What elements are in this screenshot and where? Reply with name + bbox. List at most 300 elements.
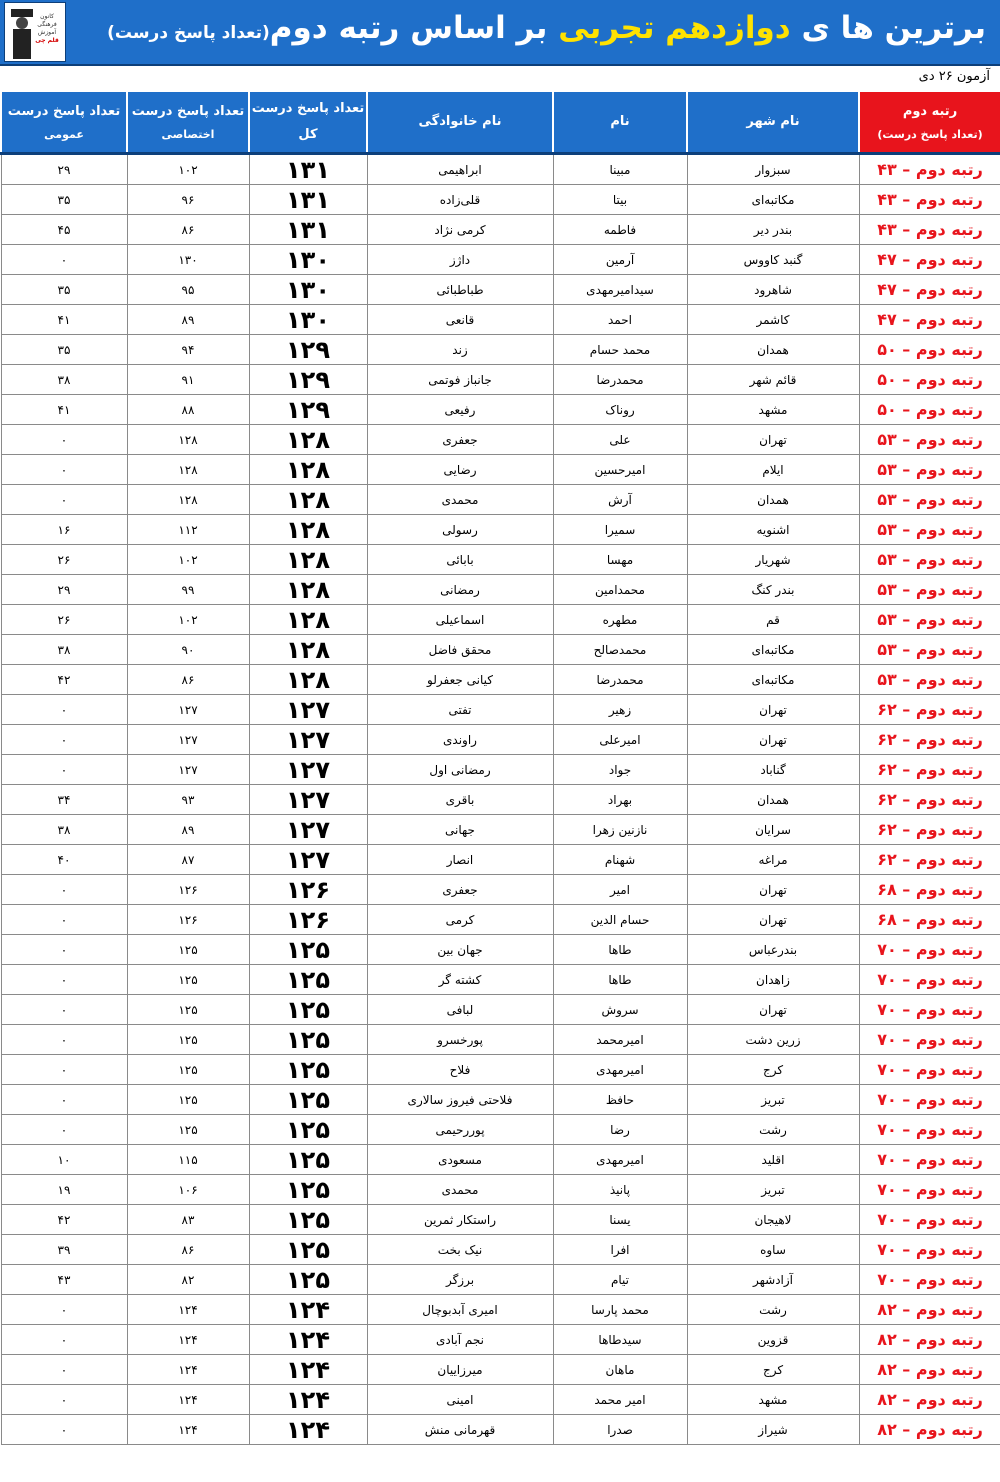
special-cell: ۱۲۵ xyxy=(127,1025,249,1055)
name-cell: امیرمهدی xyxy=(553,1145,687,1175)
family-cell: اسماعیلی xyxy=(367,605,553,635)
rank-cell: رتبه دوم – ۵۳ xyxy=(859,485,1000,515)
table-row xyxy=(1,785,1000,815)
special-cell: ۱۲۴ xyxy=(127,1415,249,1445)
general-cell: ۴۱ xyxy=(1,395,127,425)
special-cell: ۱۱۲ xyxy=(127,515,249,545)
city-cell: رشت xyxy=(687,1115,859,1145)
rank-cell: رتبه دوم – ۵۳ xyxy=(859,665,1000,695)
city-cell: مکاتبه‌ای xyxy=(687,185,859,215)
name-cell: صدرا xyxy=(553,1415,687,1445)
name-cell: طاها xyxy=(553,935,687,965)
name-cell: امیرمحمد xyxy=(553,1025,687,1055)
general-cell: ۰ xyxy=(1,1385,127,1415)
general-cell: ۰ xyxy=(1,455,127,485)
name-cell: امیر محمد xyxy=(553,1385,687,1415)
general-cell: ۴۵ xyxy=(1,215,127,245)
total-cell: ۱۲۸ xyxy=(249,545,367,575)
rank-cell: رتبه دوم – ۶۲ xyxy=(859,725,1000,755)
table-row xyxy=(1,935,1000,965)
general-cell: ۲۹ xyxy=(1,154,127,185)
family-cell: رمضانی xyxy=(367,575,553,605)
table-row xyxy=(1,515,1000,545)
title-banner xyxy=(0,0,1000,66)
name-cell: پانیذ xyxy=(553,1175,687,1205)
table-row xyxy=(1,305,1000,335)
special-cell: ۸۷ xyxy=(127,845,249,875)
total-cell: ۱۲۵ xyxy=(249,1115,367,1145)
total-cell: ۱۲۸ xyxy=(249,485,367,515)
city-cell: همدان xyxy=(687,485,859,515)
name-cell: سمیرا xyxy=(553,515,687,545)
name-cell: ماهان xyxy=(553,1355,687,1385)
table-row xyxy=(1,215,1000,245)
family-cell: جعفری xyxy=(367,425,553,455)
total-cell: ۱۲۸ xyxy=(249,515,367,545)
family-cell: جهانی xyxy=(367,815,553,845)
city-cell: همدان xyxy=(687,785,859,815)
special-cell: ۱۲۴ xyxy=(127,1325,249,1355)
rank-cell: رتبه دوم – ۷۰ xyxy=(859,995,1000,1025)
general-cell: ۳۸ xyxy=(1,815,127,845)
city-cell: سبزوار xyxy=(687,154,859,185)
city-cell: رشت xyxy=(687,1295,859,1325)
general-cell: ۰ xyxy=(1,905,127,935)
table-row xyxy=(1,845,1000,875)
special-cell: ۱۲۵ xyxy=(127,965,249,995)
general-cell: ۰ xyxy=(1,1115,127,1145)
table-row xyxy=(1,395,1000,425)
family-cell: قانعی xyxy=(367,305,553,335)
logo-text: کانون فرهنگی آموزش قلم چی xyxy=(35,13,59,44)
special-cell: ۱۲۷ xyxy=(127,695,249,725)
table-row xyxy=(1,455,1000,485)
name-cell: روناک xyxy=(553,395,687,425)
rank-cell: رتبه دوم – ۵۳ xyxy=(859,425,1000,455)
family-cell: میرزاییان xyxy=(367,1355,553,1385)
city-cell: کرج xyxy=(687,1055,859,1085)
general-cell: ۳۸ xyxy=(1,365,127,395)
name-cell: شهنام xyxy=(553,845,687,875)
special-cell: ۹۵ xyxy=(127,275,249,305)
name-cell: احمد xyxy=(553,305,687,335)
city-cell: گناباد xyxy=(687,755,859,785)
total-cell: ۱۲۸ xyxy=(249,605,367,635)
rank-cell: رتبه دوم – ۷۰ xyxy=(859,1025,1000,1055)
special-cell: ۱۲۸ xyxy=(127,485,249,515)
family-cell: جانباز فوتمی xyxy=(367,365,553,395)
city-cell: قم xyxy=(687,605,859,635)
table-row xyxy=(1,425,1000,455)
special-cell: ۱۰۲ xyxy=(127,545,249,575)
rank-cell: رتبه دوم – ۶۲ xyxy=(859,785,1000,815)
total-cell: ۱۲۵ xyxy=(249,995,367,1025)
special-cell: ۱۲۷ xyxy=(127,755,249,785)
table-row xyxy=(1,695,1000,725)
name-cell: نازنین زهرا xyxy=(553,815,687,845)
name-cell: محمد حسام xyxy=(553,335,687,365)
family-cell: پوررحیمی xyxy=(367,1115,553,1145)
general-cell: ۳۵ xyxy=(1,275,127,305)
total-cell: ۱۲۴ xyxy=(249,1355,367,1385)
special-cell: ۹۱ xyxy=(127,365,249,395)
table-row xyxy=(1,185,1000,215)
rank-cell: رتبه دوم – ۷۰ xyxy=(859,965,1000,995)
rank-cell: رتبه دوم – ۷۰ xyxy=(859,1115,1000,1145)
total-cell: ۱۲۵ xyxy=(249,1145,367,1175)
family-cell: رضایی xyxy=(367,455,553,485)
family-cell: رفیعی xyxy=(367,395,553,425)
name-cell: محمدرضا xyxy=(553,365,687,395)
total-cell: ۱۲۸ xyxy=(249,635,367,665)
general-cell: ۰ xyxy=(1,935,127,965)
total-cell: ۱۲۹ xyxy=(249,365,367,395)
total-cell: ۱۲۷ xyxy=(249,815,367,845)
family-cell: کرمی xyxy=(367,905,553,935)
name-cell: مطهره xyxy=(553,605,687,635)
table-row xyxy=(1,1205,1000,1235)
special-cell: ۹۴ xyxy=(127,335,249,365)
name-cell: سیدامیرمهدی xyxy=(553,275,687,305)
total-cell: ۱۲۴ xyxy=(249,1385,367,1415)
table-row xyxy=(1,485,1000,515)
city-cell: بندرعباس xyxy=(687,935,859,965)
special-cell: ۸۹ xyxy=(127,305,249,335)
special-cell: ۸۳ xyxy=(127,1205,249,1235)
city-cell: مراغه xyxy=(687,845,859,875)
city-cell: قائم شهر xyxy=(687,365,859,395)
general-cell: ۰ xyxy=(1,875,127,905)
rank-cell: رتبه دوم – ۵۳ xyxy=(859,455,1000,485)
city-cell: اشنویه xyxy=(687,515,859,545)
city-cell: شهریار xyxy=(687,545,859,575)
total-cell: ۱۲۷ xyxy=(249,845,367,875)
total-cell: ۱۲۸ xyxy=(249,665,367,695)
title-part1: برترین ها ی xyxy=(801,10,986,46)
city-cell: مکاتبه‌ای xyxy=(687,635,859,665)
total-cell: ۱۲۵ xyxy=(249,965,367,995)
column-header-name: نام xyxy=(553,91,687,154)
rank-cell: رتبه دوم – ۸۲ xyxy=(859,1325,1000,1355)
results-table xyxy=(0,90,1000,1445)
special-cell: ۱۲۵ xyxy=(127,935,249,965)
special-cell: ۱۲۸ xyxy=(127,455,249,485)
table-row xyxy=(1,965,1000,995)
special-cell: ۸۶ xyxy=(127,665,249,695)
family-cell: انصار xyxy=(367,845,553,875)
column-header-special: تعداد پاسخ درست اختصاصی xyxy=(127,91,249,154)
family-cell: داژز xyxy=(367,245,553,275)
city-cell: ایلام xyxy=(687,455,859,485)
total-cell: ۱۲۵ xyxy=(249,1205,367,1235)
city-cell: تبریز xyxy=(687,1085,859,1115)
table-row xyxy=(1,1235,1000,1265)
name-cell: محمد پارسا xyxy=(553,1295,687,1325)
general-cell: ۳۹ xyxy=(1,1235,127,1265)
rank-cell: رتبه دوم – ۴۳ xyxy=(859,185,1000,215)
general-cell: ۳۵ xyxy=(1,185,127,215)
family-cell: مسعودی xyxy=(367,1145,553,1175)
rank-cell: رتبه دوم – ۴۷ xyxy=(859,305,1000,335)
family-cell: بابائی xyxy=(367,545,553,575)
general-cell: ۰ xyxy=(1,1085,127,1115)
family-cell: کیانی جعفرلو xyxy=(367,665,553,695)
city-cell: کاشمر xyxy=(687,305,859,335)
total-cell: ۱۳۱ xyxy=(249,215,367,245)
general-cell: ۲۶ xyxy=(1,545,127,575)
rank-cell: رتبه دوم – ۷۰ xyxy=(859,1085,1000,1115)
name-cell: آرمین xyxy=(553,245,687,275)
total-cell: ۱۲۵ xyxy=(249,935,367,965)
rank-cell: رتبه دوم – ۷۰ xyxy=(859,1205,1000,1235)
city-cell: اقلید xyxy=(687,1145,859,1175)
city-cell: سرایان xyxy=(687,815,859,845)
general-cell: ۰ xyxy=(1,485,127,515)
family-cell: جهان بین xyxy=(367,935,553,965)
table-row xyxy=(1,635,1000,665)
name-cell: سروش xyxy=(553,995,687,1025)
table-row xyxy=(1,905,1000,935)
exam-label: آزمون ۲۶ دی xyxy=(918,69,990,84)
family-cell: محقق فاضل xyxy=(367,635,553,665)
general-cell: ۴۱ xyxy=(1,305,127,335)
name-cell: علی xyxy=(553,425,687,455)
graduate-icon xyxy=(9,7,29,57)
city-cell: تهران xyxy=(687,875,859,905)
general-cell: ۰ xyxy=(1,965,127,995)
total-cell: ۱۲۵ xyxy=(249,1025,367,1055)
total-cell: ۱۲۵ xyxy=(249,1265,367,1295)
table-row xyxy=(1,1115,1000,1145)
name-cell: حسام الدین xyxy=(553,905,687,935)
family-cell: قهرمانی منش xyxy=(367,1415,553,1445)
special-cell: ۱۲۴ xyxy=(127,1385,249,1415)
general-cell: ۰ xyxy=(1,755,127,785)
column-header-rank: رتبه دوم (تعداد پاسخ درست) xyxy=(859,91,1000,154)
table-row xyxy=(1,575,1000,605)
name-cell: حافظ xyxy=(553,1085,687,1115)
title-part2: بر اساس رتبه دوم xyxy=(269,10,548,46)
city-cell: همدان xyxy=(687,335,859,365)
family-cell: امینی xyxy=(367,1385,553,1415)
city-cell: لاهیجان xyxy=(687,1205,859,1235)
name-cell: امیر xyxy=(553,875,687,905)
rank-cell: رتبه دوم – ۴۳ xyxy=(859,154,1000,185)
general-cell: ۰ xyxy=(1,995,127,1025)
total-cell: ۱۲۵ xyxy=(249,1055,367,1085)
rank-cell: رتبه دوم – ۷۰ xyxy=(859,1055,1000,1085)
table-row xyxy=(1,545,1000,575)
family-cell: راستکار ثمرین xyxy=(367,1205,553,1235)
column-header-general: تعداد پاسخ درست عمومی xyxy=(1,91,127,154)
total-cell: ۱۲۶ xyxy=(249,875,367,905)
table-row xyxy=(1,335,1000,365)
table-row xyxy=(1,725,1000,755)
special-cell: ۹۹ xyxy=(127,575,249,605)
special-cell: ۹۶ xyxy=(127,185,249,215)
total-cell: ۱۲۵ xyxy=(249,1085,367,1115)
table-row xyxy=(1,1145,1000,1175)
family-cell: فلاحتی فیروز سالاری xyxy=(367,1085,553,1115)
general-cell: ۱۹ xyxy=(1,1175,127,1205)
table-row xyxy=(1,1265,1000,1295)
special-cell: ۸۹ xyxy=(127,815,249,845)
total-cell: ۱۳۰ xyxy=(249,305,367,335)
rank-cell: رتبه دوم – ۴۷ xyxy=(859,275,1000,305)
family-cell: رسولی xyxy=(367,515,553,545)
general-cell: ۰ xyxy=(1,1355,127,1385)
family-cell: قلی‌زاده xyxy=(367,185,553,215)
total-cell: ۱۲۶ xyxy=(249,905,367,935)
name-cell: افرا xyxy=(553,1235,687,1265)
total-cell: ۱۲۷ xyxy=(249,725,367,755)
general-cell: ۰ xyxy=(1,1415,127,1445)
city-cell: مشهد xyxy=(687,395,859,425)
city-cell: بندر کنگ xyxy=(687,575,859,605)
family-cell: نجم آبادی xyxy=(367,1325,553,1355)
rank-cell: رتبه دوم – ۷۰ xyxy=(859,1175,1000,1205)
column-header-city: نام شهر xyxy=(687,91,859,154)
general-cell: ۴۰ xyxy=(1,845,127,875)
rank-cell: رتبه دوم – ۸۲ xyxy=(859,1385,1000,1415)
rank-cell: رتبه دوم – ۵۰ xyxy=(859,365,1000,395)
total-cell: ۱۲۵ xyxy=(249,1175,367,1205)
family-cell: ابراهیمی xyxy=(367,154,553,185)
rank-cell: رتبه دوم – ۶۸ xyxy=(859,875,1000,905)
family-cell: تفتی xyxy=(367,695,553,725)
name-cell: تیام xyxy=(553,1265,687,1295)
special-cell: ۱۲۵ xyxy=(127,1115,249,1145)
special-cell: ۱۲۵ xyxy=(127,1085,249,1115)
total-cell: ۱۲۸ xyxy=(249,455,367,485)
table-body xyxy=(1,154,1000,1445)
table-row xyxy=(1,1415,1000,1445)
rank-cell: رتبه دوم – ۴۳ xyxy=(859,215,1000,245)
city-cell: زرین دشت xyxy=(687,1025,859,1055)
city-cell: بندر دیر xyxy=(687,215,859,245)
general-cell: ۴۳ xyxy=(1,1265,127,1295)
table-row xyxy=(1,1385,1000,1415)
rank-cell: رتبه دوم – ۷۰ xyxy=(859,935,1000,965)
general-cell: ۱۰ xyxy=(1,1145,127,1175)
rank-cell: رتبه دوم – ۸۲ xyxy=(859,1355,1000,1385)
rank-cell: رتبه دوم – ۶۲ xyxy=(859,815,1000,845)
general-cell: ۰ xyxy=(1,695,127,725)
total-cell: ۱۲۷ xyxy=(249,785,367,815)
city-cell: گنبد کاووس xyxy=(687,245,859,275)
name-cell: محمدصالح xyxy=(553,635,687,665)
rank-cell: رتبه دوم – ۴۷ xyxy=(859,245,1000,275)
family-cell: محمدی xyxy=(367,485,553,515)
special-cell: ۱۲۶ xyxy=(127,905,249,935)
name-cell: آرش xyxy=(553,485,687,515)
name-cell: مبینا xyxy=(553,154,687,185)
table-row xyxy=(1,1025,1000,1055)
rank-cell: رتبه دوم – ۵۳ xyxy=(859,545,1000,575)
rank-cell: رتبه دوم – ۵۰ xyxy=(859,335,1000,365)
city-cell: شاهرود xyxy=(687,275,859,305)
special-cell: ۱۲۴ xyxy=(127,1355,249,1385)
special-cell: ۱۳۰ xyxy=(127,245,249,275)
title-highlight: دوازدهم تجربی xyxy=(558,10,791,46)
city-cell: شیراز xyxy=(687,1415,859,1445)
special-cell: ۱۲۸ xyxy=(127,425,249,455)
total-cell: ۱۲۹ xyxy=(249,395,367,425)
table-row xyxy=(1,1085,1000,1115)
city-cell: مکاتبه‌ای xyxy=(687,665,859,695)
general-cell: ۰ xyxy=(1,1295,127,1325)
total-cell: ۱۲۸ xyxy=(249,575,367,605)
general-cell: ۰ xyxy=(1,1025,127,1055)
family-cell: نیک بخت xyxy=(367,1235,553,1265)
family-cell: فلاح xyxy=(367,1055,553,1085)
column-header-family: نام خانوادگی xyxy=(367,91,553,154)
name-cell: فاطمه xyxy=(553,215,687,245)
rank-cell: رتبه دوم – ۶۲ xyxy=(859,755,1000,785)
table-row xyxy=(1,245,1000,275)
general-cell: ۰ xyxy=(1,425,127,455)
table-row xyxy=(1,154,1000,185)
general-cell: ۴۲ xyxy=(1,1205,127,1235)
family-cell: محمدی xyxy=(367,1175,553,1205)
table-row xyxy=(1,875,1000,905)
city-cell: زاهدان xyxy=(687,965,859,995)
family-cell: باقری xyxy=(367,785,553,815)
table-row xyxy=(1,995,1000,1025)
rank-cell: رتبه دوم – ۵۳ xyxy=(859,515,1000,545)
name-cell: یسنا xyxy=(553,1205,687,1235)
table-row xyxy=(1,365,1000,395)
general-cell: ۲۹ xyxy=(1,575,127,605)
family-cell: رمضانی اول xyxy=(367,755,553,785)
name-cell: طاها xyxy=(553,965,687,995)
general-cell: ۴۲ xyxy=(1,665,127,695)
rank-cell: رتبه دوم – ۷۰ xyxy=(859,1145,1000,1175)
name-cell: زهیر xyxy=(553,695,687,725)
special-cell: ۱۰۶ xyxy=(127,1175,249,1205)
total-cell: ۱۲۴ xyxy=(249,1295,367,1325)
column-header-total: تعداد پاسخ درست کل xyxy=(249,91,367,154)
name-cell: رضا xyxy=(553,1115,687,1145)
table-row xyxy=(1,1175,1000,1205)
family-cell: کرمی نژاد xyxy=(367,215,553,245)
general-cell: ۳۸ xyxy=(1,635,127,665)
city-cell: تهران xyxy=(687,695,859,725)
special-cell: ۸۸ xyxy=(127,395,249,425)
total-cell: ۱۳۰ xyxy=(249,245,367,275)
special-cell: ۸۶ xyxy=(127,1235,249,1265)
rank-cell: رتبه دوم – ۶۲ xyxy=(859,695,1000,725)
table-row xyxy=(1,1355,1000,1385)
special-cell: ۱۲۷ xyxy=(127,725,249,755)
rank-cell: رتبه دوم – ۶۲ xyxy=(859,845,1000,875)
name-cell: بهراد xyxy=(553,785,687,815)
special-cell: ۱۱۵ xyxy=(127,1145,249,1175)
table-row xyxy=(1,665,1000,695)
rank-cell: رتبه دوم – ۵۳ xyxy=(859,605,1000,635)
total-cell: ۱۲۹ xyxy=(249,335,367,365)
table-row xyxy=(1,1325,1000,1355)
city-cell: ساوه xyxy=(687,1235,859,1265)
general-cell: ۲۶ xyxy=(1,605,127,635)
family-cell: پورخسرو xyxy=(367,1025,553,1055)
general-cell: ۰ xyxy=(1,725,127,755)
name-cell: جواد xyxy=(553,755,687,785)
name-cell: امیرعلی xyxy=(553,725,687,755)
family-cell: طباطبائی xyxy=(367,275,553,305)
special-cell: ۱۲۵ xyxy=(127,1055,249,1085)
total-cell: ۱۳۰ xyxy=(249,275,367,305)
